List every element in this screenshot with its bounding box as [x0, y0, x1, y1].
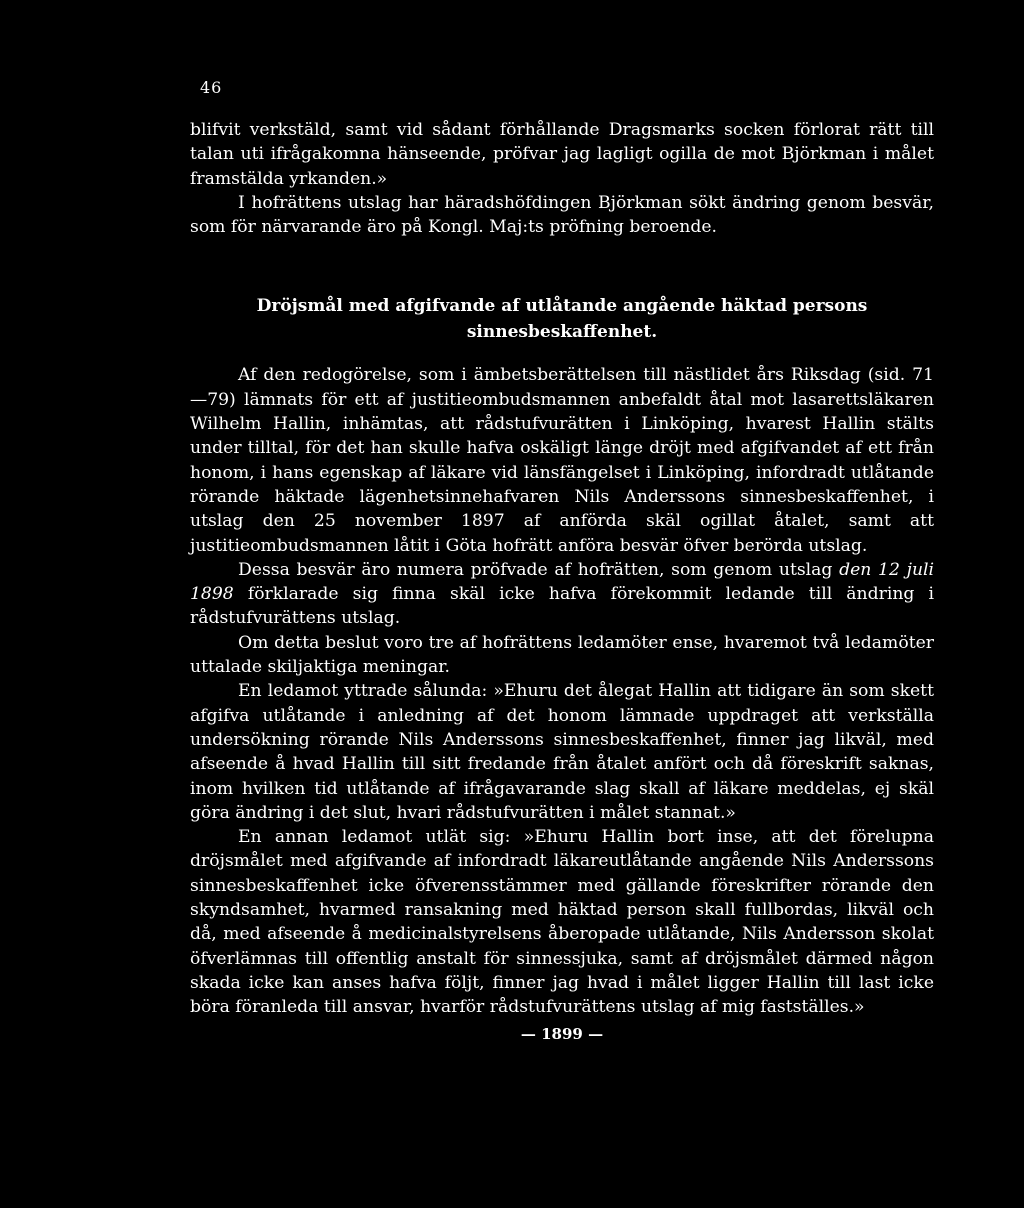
section-heading-line-1: Dröjsmål med afgifvande af utlåtande angående häktad persons — [256, 296, 868, 317]
text-column — [190, 118, 934, 1046]
footer-year: — 1899 — — [520, 1024, 604, 1043]
ruling-date: den 12 juli 1898 — [190, 559, 935, 605]
ruling-text-after: förklarade sig finna skäl icke hafva förekommit ledande till ändring i rådstufvurättens utslag. — [190, 584, 934, 629]
body-paragraph-ruling — [190, 558, 934, 631]
body-paragraph: En annan ledamot utlät sig: »Ehuru Hallin bort inse, att det förelupna dröjsmålet med afgifvande af infordradt läkareutlåtande angående Nils Anderssons sinnesbeskaffenhet icke öfverensstämmer med gällande föreskrifter rörande den skyndsamhet, hvarmed ransakning med häktad person skall fullbordas, likväl och då, med afseende å medicinalstyrelsens åberopade utlåtande, Nils Andersson skolat öfverlämnas till offentlig anstalt för sinnessjuka, samt af dröjsmålet därmed någon skada icke kan anses hafva följt, finner jag hvad i målet ligger Hallin till last icke böra föranleda till ansvar, hvarför rådstufvurättens utslag af mig fastställes.» — [190, 827, 934, 1018]
intro-paragraph-continued: blifvit verkstäld, samt vid sådant förhållande Dragsmarks socken förlorat rätt till talan uti ifrågakomna hänseende, pröfvar jag lagligt ogilla de mot Björkman i målet framstälda yrkanden.» — [190, 120, 934, 189]
section-heading-line-2: sinnesbeskaffenhet. — [466, 322, 658, 343]
intro-paragraph: I hofrättens utslag har häradshöfdingen Björkman sökt ändring genom besvär, som för närvarande äro på Kongl. Maj:ts pröfning beroende. — [190, 192, 934, 238]
section-heading — [190, 293, 934, 345]
body-paragraph: Om detta beslut voro tre af hofrättens ledamöter ense, hvaremot två ledamöter uttalade skiljaktiga meningar. — [190, 632, 934, 678]
body-paragraph: Af den redogörelse, som i ämbetsberättelsen till nästlidet års Riksdag (sid. 71—79) lämnats för ett af justitieombudsmannen anbefaldt åtal mot lasarettsläkaren Wilhelm Hallin, inhämtas, att rådstufvurätten i Linköping, hvarest Hallin stälts under tilltal, för det han skulle hafva oskäligt länge dröjt med afgifvandet af ett från honom, i hans egenskap af läkare vid länsfängelset i Linköping, infordradt utlåtande rörande häktade lägenhetsinnehafvaren Nils Anderssons sinnesbeskaffenhet, i utslag den 25 november 1897 af anförda skäl ogillat åtalet, samt att justitieombudsmannen låtit i Göta hofrätt anföra besvär öfver berörda utslag. — [190, 365, 934, 556]
ruling-text-before: Dessa besvär äro numera pröfvade af hofrätten, som genom utslag — [238, 559, 833, 580]
body-paragraph: En ledamot yttrade sålunda: »Ehuru det ålegat Hallin att tidigare än som skett afgifva utlåtande i anledning af det honom lämnade uppdraget att verkställa undersökning rörande Nils Anderssons sinnesbeskaffenhet, finner jag likväl, med afseende å hvad Hallin till sitt fredande från åtalet anfört och då föreskrift saknas, inom hvilken tid utlåtande af ifrågavarande slag skall af läkare meddelas, ej skäl göra ändring i det slut, hvari rådstufvurätten i målet stannat.» — [190, 681, 934, 823]
page-number: 46 — [200, 78, 223, 97]
